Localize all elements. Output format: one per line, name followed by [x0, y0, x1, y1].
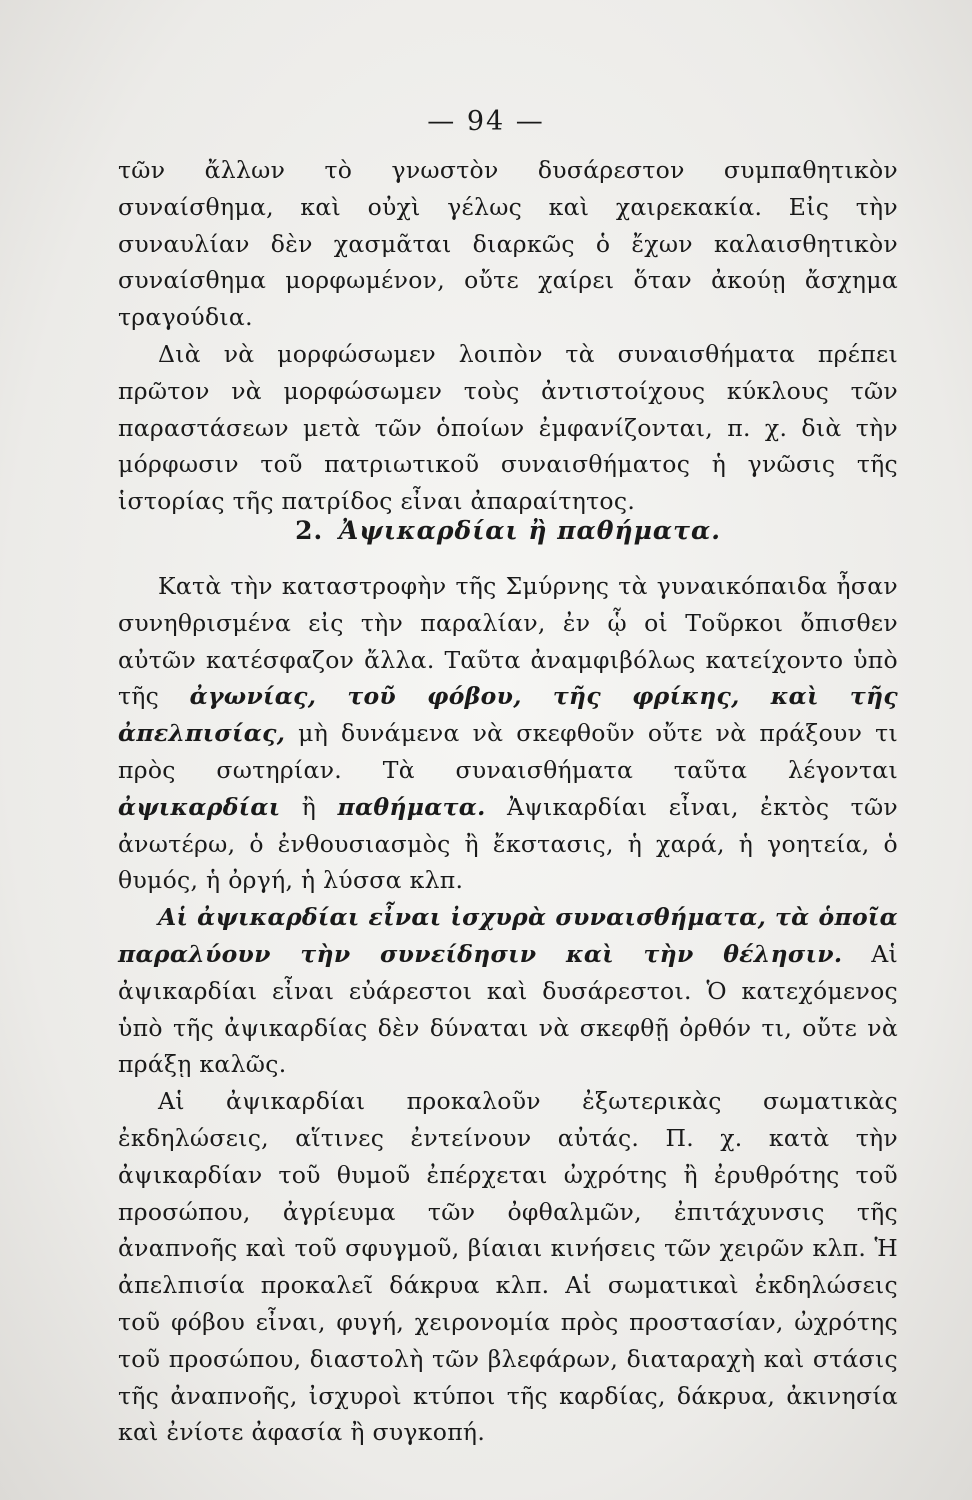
section-heading [118, 516, 898, 545]
emphasized-text: ἀγωνίας, τοῦ φόβου, τῆς φρίκης, καὶ τῆς ἀπελπισίας, [118, 682, 898, 748]
text-run: μὴ δυνάμενα νὰ σκεφθοῦν οὔτε νὰ πράξουν τι πρὸς σωτηρίαν. Τὰ συναισθήματα ταῦτα λέγονται [118, 719, 898, 784]
paragraph [118, 568, 898, 899]
section-number: 2. [295, 516, 324, 545]
emphasized-term: ἀψικαρδίαι [118, 792, 281, 821]
section-title: Ἀψικαρδίαι ἢ παθήματα. [338, 516, 721, 545]
emphasized-term: παθήματα. [337, 792, 486, 821]
emphasized-definition: Αἱ ἀψικαρδίαι εἶναι ἰσχυρὰ συναισθήματα, τὰ ὁποῖα παραλύουν τὴν συνείδησιν καὶ τὴν θέλησιν. [118, 903, 898, 968]
text-run: ἢ [280, 792, 338, 821]
text-run: Ἀψικαρδίαι εἶναι, ἐκτὸς τῶν ἀνωτέρω, ὁ ἐνθουσιασμὸς ἢ ἔκστασις, ἡ χαρά, ἡ γοητεία, ὁ θυμός, ἡ ὀργή, ἡ λύσσα κλπ. [118, 792, 898, 895]
paragraph: τῶν ἄλλων τὸ γνωστὸν δυσάρεστον συμπαθητικὸν συναίσθημα, καὶ οὐχὶ γέλως καὶ χαιρεκακία. Εἰς τὴν συναυλίαν δὲν χασμᾶται διαρκῶς ὁ ἔχων καλαισθητικὸν συναίσθημα μορφωμένον, οὔτε χαίρει ὅταν ἀκούῃ ἄσχημα τραγούδια. [118, 156, 898, 332]
text-run: Αἱ ἀψικαρδίαι εἶναι εὐάρεστοι καὶ δυσάρεστοι. Ὁ κατεχόμενος ὑπὸ τῆς ἀψικαρδίας δὲν δύναται νὰ σκεφθῇ ὀρθόν τι, οὔτε νὰ πράξῃ καλῶς. [118, 939, 898, 1079]
text-run: Κατὰ τὴν καταστροφὴν τῆς Σμύρνης τὰ γυναικόπαιδα ἦσαν συνηθρισμένα εἰς τὴν παραλίαν, ἐν ᾧ οἱ Τοῦρκοι ὄπισθεν αὐτῶν κατέσφαζον ἄλλα. Ταῦτα ἀναμφιβόλως κατείχοντο ὑπὸ τῆς [118, 572, 898, 711]
section-1-text [118, 152, 898, 520]
paragraph: Αἱ ἀψικαρδίαι προκαλοῦν ἐξωτερικὰς σωματικὰς ἐκδηλώσεις, αἵτινες ἐντείνουν αὐτάς. Π. χ. κατὰ τὴν ἀψικαρδίαν τοῦ θυμοῦ ἐπέρχεται ὠχρότης ἢ ἐρυθρότης τοῦ προσώπου, ἀγρίευμα τῶν ὀφθαλμῶν, ἐπιτάχυνσις τῆς ἀναπνοῆς καὶ τοῦ σφυγμοῦ, βίαιαι κινήσεις τῶν χειρῶν κλπ. Ἡ ἀπελπισία προκαλεῖ δάκρυα κλπ. Αἱ σωματικαὶ ἐκδηλώσεις τοῦ φόβου εἶναι, φυγή, χειρονομία πρὸς προστασίαν, ὠχρότης τοῦ προσώπου, διαστολὴ τῶν βλεφάρων, διαταραχὴ καὶ στάσις τῆς ἀναπνοῆς, ἰσχυροὶ κτύποι τῆς καρδίας, δάκρυα, ἀκινησία καὶ ἐνίοτε ἀφασία ἢ συγκοπή. [118, 1087, 898, 1447]
section-2-text [118, 568, 898, 1451]
paragraph [118, 899, 898, 1083]
paragraph: Διὰ νὰ μορφώσωμεν λοιπὸν τὰ συναισθήματα πρέπει πρῶτον νὰ μορφώσωμεν τοὺς ἀντιστοίχους κύκλους τῶν παραστάσεων μετὰ τῶν ὁποίων ἐμφανίζονται, π. χ. διὰ τὴν μόρφωσιν τοῦ πατριωτικοῦ συναισθήματος ἡ γνῶσις τῆς ἱστορίας τῆς πατρίδος εἶναι ἀπαραίτητος. [118, 339, 898, 516]
page-number: — 94 — [427, 106, 545, 137]
